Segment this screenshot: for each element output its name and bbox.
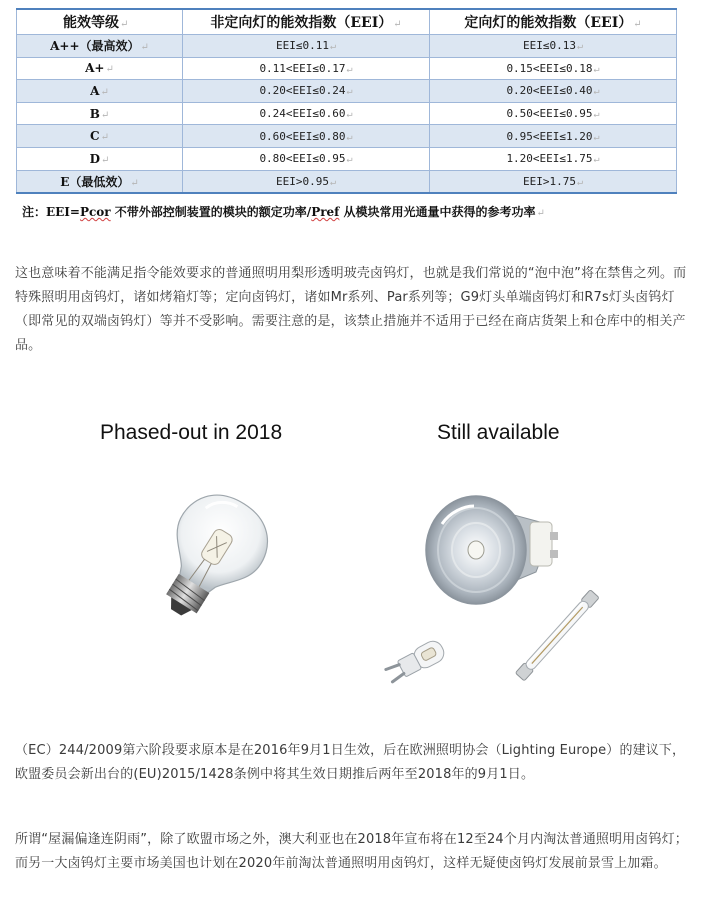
directional-cell: 0.20<EEI≤0.40↵ <box>430 80 677 103</box>
grade-cell: D↵ <box>17 147 183 170</box>
table-row <box>17 57 677 80</box>
table-row <box>17 35 677 58</box>
still-available-label: Still available <box>437 421 560 444</box>
non-directional-cell: 0.20<EEI≤0.24↵ <box>183 80 430 103</box>
non-directional-cell: EEI≤0.11↵ <box>183 35 430 58</box>
non-directional-cell: EEI>0.95↵ <box>183 170 430 193</box>
grade-cell: A+↵ <box>17 57 183 80</box>
non-directional-cell: 0.60<EEI≤0.80↵ <box>183 125 430 148</box>
pear-halogen-bulb-image <box>140 488 280 628</box>
table-footnote: 注：EEI=Pcor 不带外部控制装置的模块的额定功率/Pref 从模块常用光通量中获得的参考功率↵ <box>22 205 545 219</box>
non-directional-cell: 0.11<EEI≤0.17↵ <box>183 57 430 80</box>
header-non-directional: 非定向灯的能效指数（EEI）↵ <box>183 9 430 35</box>
directional-cell: 1.20<EEI≤1.75↵ <box>430 147 677 170</box>
grade-cell: B↵ <box>17 102 183 125</box>
table-row <box>17 80 677 103</box>
directional-cell: 0.50<EEI≤0.95↵ <box>430 102 677 125</box>
grade-cell: A++（最高效）↵ <box>17 35 183 58</box>
paragraph-ban-scope: 这也意味着不能满足指令能效要求的普通照明用梨形透明玻壳卤钨灯，也就是我们常说的“泡中泡”将在禁售之列。而特殊照明用卤钨灯，诸如烤箱灯等；定向卤钨灯，诸如Mr系列、Par系列等；G9灯头单端卤钨灯和R7s灯头卤钨灯（即常见的双端卤钨灯）等并不受影响。需要注意的是，该禁止措施并不适用于已经在商店货架上和仓库中的相关产品。 <box>15 266 687 353</box>
non-directional-cell: 0.24<EEI≤0.60↵ <box>183 102 430 125</box>
phased-out-label: Phased-out in 2018 <box>100 421 283 444</box>
directional-cell: EEI>1.75↵ <box>430 170 677 193</box>
r7s-linear-lamp-image <box>498 582 618 690</box>
table-row <box>17 102 677 125</box>
table-row <box>17 125 677 148</box>
table-row <box>17 170 677 193</box>
grade-cell: A↵ <box>17 80 183 103</box>
paragraph-effective-date: （EC）244/2009第六阶段要求原本是在2016年9月1日生效，后在欧洲照明协会（Lighting Europe）的建议下，欧盟委员会新出台的(EU)2015/1428条例中将其生效日期推后两年至2018年的9月1日。 <box>15 743 686 782</box>
directional-cell: 0.95<EEI≤1.20↵ <box>430 125 677 148</box>
table-row <box>17 147 677 170</box>
header-directional: 定向灯的能效指数（EEI）↵ <box>430 9 677 35</box>
grade-cell: C↵ <box>17 125 183 148</box>
table-header-row <box>17 9 677 35</box>
energy-efficiency-table <box>16 8 677 194</box>
header-grade: 能效等级↵ <box>17 9 183 35</box>
paragraph-other-markets: 所谓“屋漏偏逢连阴雨”，除了欧盟市场之外，澳大利亚也在2018年宣布将在12至24个月内淘汰普通照明用卤钨灯；而另一大卤钨灯主要市场美国也计划在2020年前淘汰普通照明用卤钨灯，这样无疑使卤钨灯发展前景雪上加霜。 <box>15 832 688 871</box>
directional-cell: 0.15<EEI≤0.18↵ <box>430 57 677 80</box>
directional-cell: EEI≤0.13↵ <box>430 35 677 58</box>
g9-capsule-lamp-image <box>382 632 452 692</box>
grade-cell: E（最低效）↵ <box>17 170 183 193</box>
non-directional-cell: 0.80<EEI≤0.95↵ <box>183 147 430 170</box>
